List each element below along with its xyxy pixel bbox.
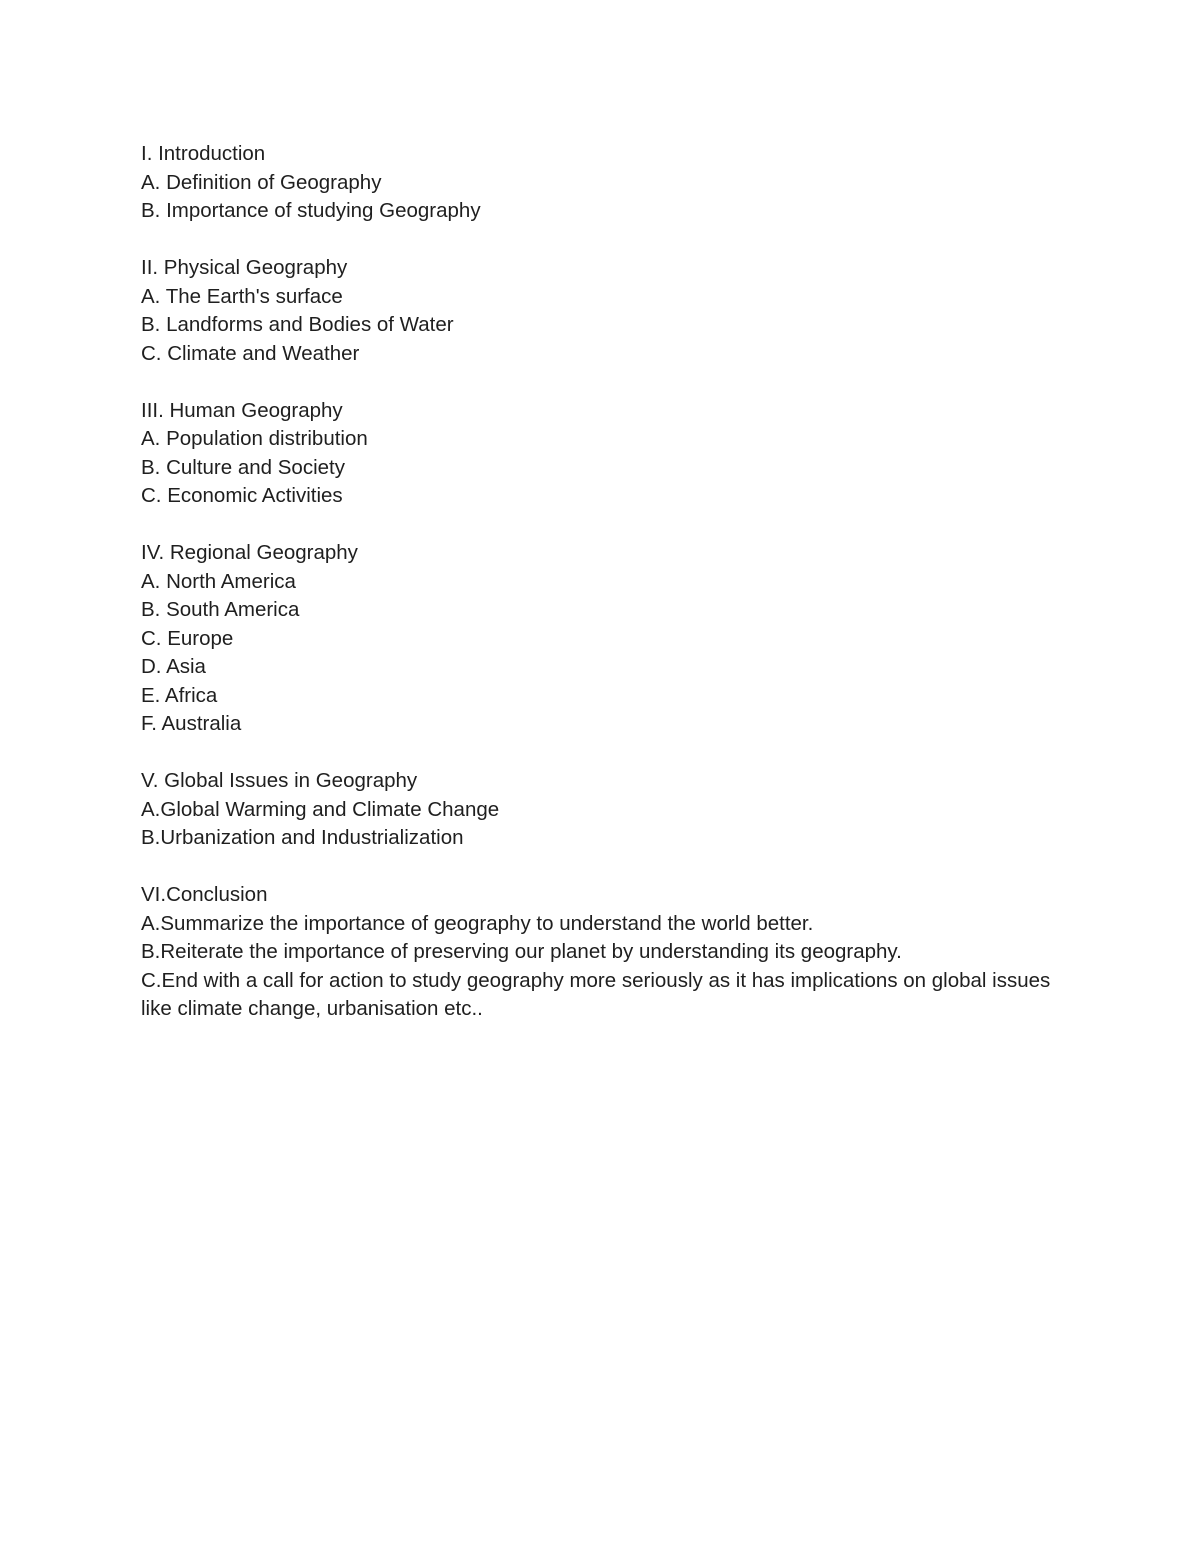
outline-item: C. Europe xyxy=(141,626,234,650)
outline-item: D. Asia xyxy=(141,655,206,678)
outline-item: B. South America xyxy=(141,598,300,621)
outline-item: C. Economic Activities xyxy=(141,484,343,507)
outline-item: B.Reiterate the importance of preserving our planet by understanding its geography. xyxy=(141,940,902,963)
outline-section-introduction xyxy=(141,140,1061,226)
outline-item: B. Importance of studying Geography xyxy=(141,199,481,222)
section-heading: III. Human Geography xyxy=(141,398,343,422)
outline-section-regional-geography xyxy=(141,539,1061,739)
outline-item: C.End with a call for action to study geography more seriously as it has implications on global issues like climate change, urbanisation etc.. xyxy=(141,968,1051,1020)
outline-item: C. Climate and Weather xyxy=(141,341,360,365)
outline-item: B. Landforms and Bodies of Water xyxy=(141,313,454,336)
section-heading: V. Global Issues in Geography xyxy=(141,769,418,792)
section-heading: VI.Conclusion xyxy=(141,883,268,906)
outline-section-human-geography xyxy=(141,397,1061,511)
outline-item: B. Culture and Society xyxy=(141,455,345,479)
outline-item: A. The Earth's surface xyxy=(141,284,343,308)
outline-section-global-issues xyxy=(141,767,1061,853)
section-heading: IV. Regional Geography xyxy=(141,541,358,564)
section-heading: II. Physical Geography xyxy=(141,256,348,279)
outline-item: A.Global Warming and Climate Change xyxy=(141,797,500,821)
outline-section-conclusion xyxy=(141,881,1061,1024)
outline-item: F. Australia xyxy=(141,712,242,735)
outline-item: A. Population distribution xyxy=(141,427,368,450)
section-heading: I. Introduction xyxy=(141,142,266,165)
outline-item: B.Urbanization and Industrialization xyxy=(141,826,464,849)
outline-item: A. North America xyxy=(141,569,296,593)
outline-item: A. Definition of Geography xyxy=(141,170,382,194)
outline-section-physical-geography xyxy=(141,254,1061,368)
outline-item: A.Summarize the importance of geography to understand the world better. xyxy=(141,911,814,935)
outline-item: E. Africa xyxy=(141,683,218,707)
outline xyxy=(141,140,1061,1052)
